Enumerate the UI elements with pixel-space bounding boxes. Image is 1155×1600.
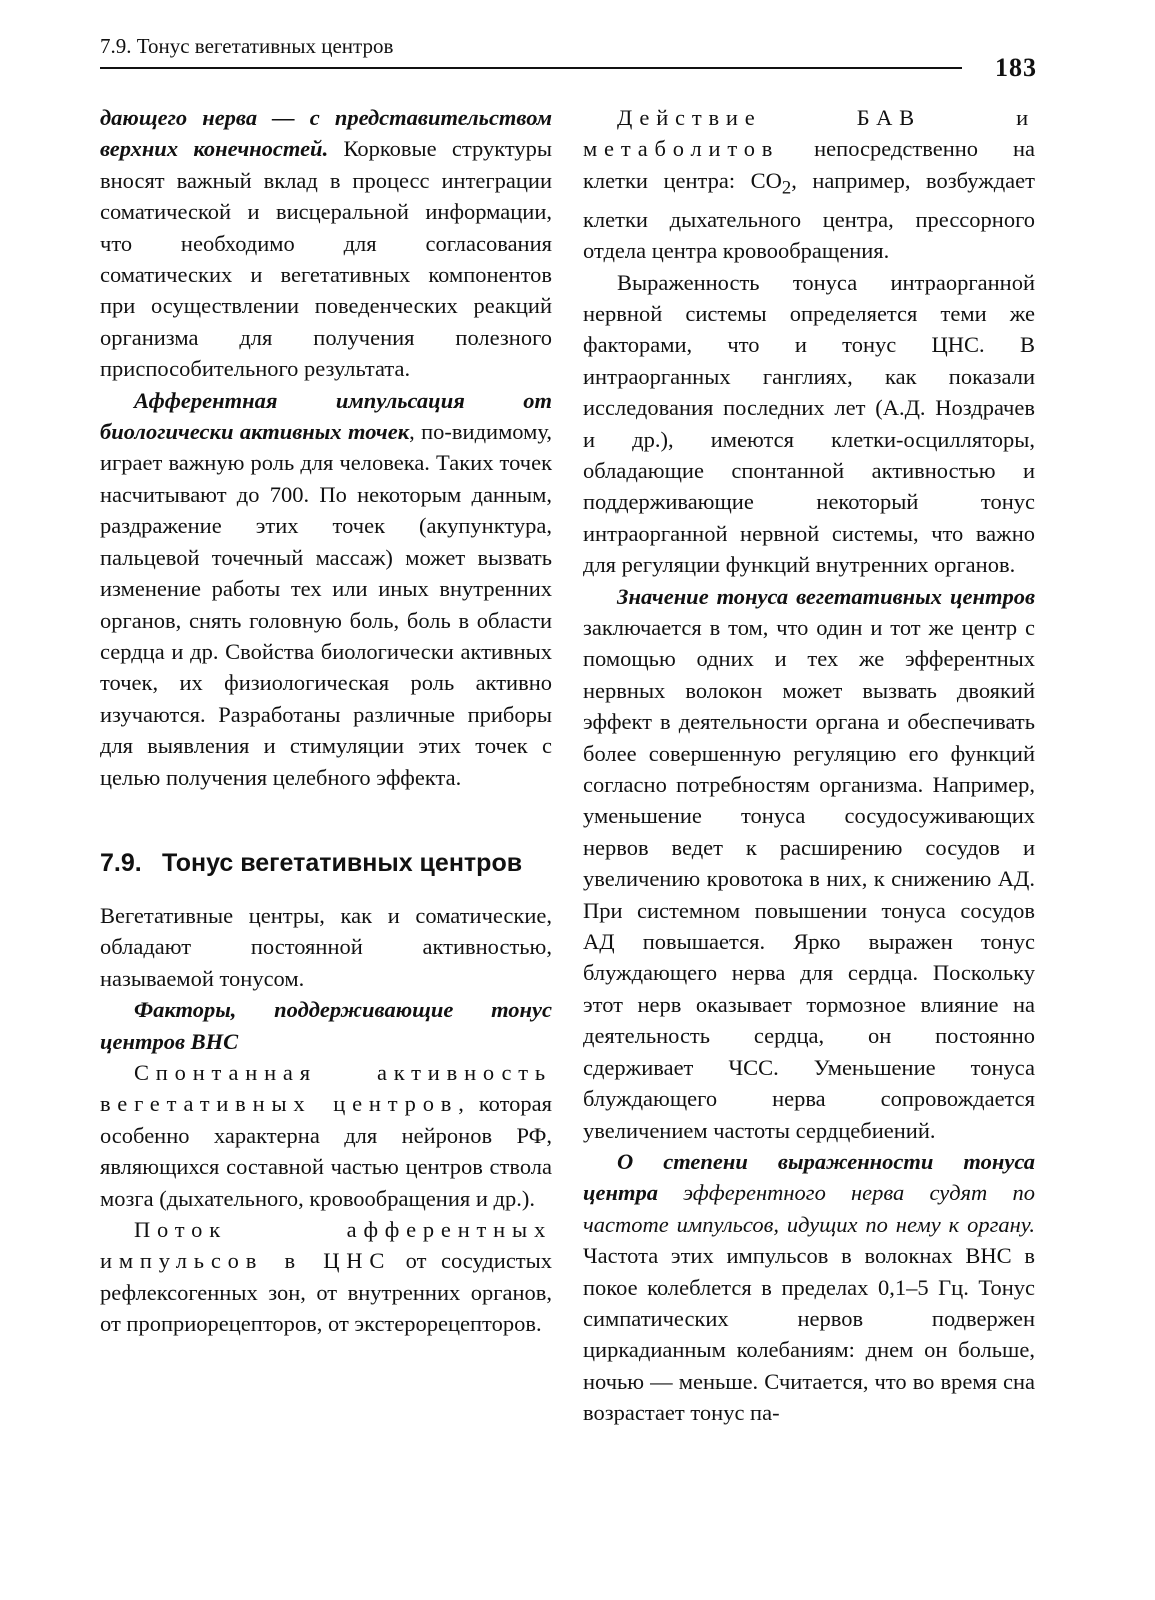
paragraph [100, 385, 552, 793]
emphasis-text: Факторы, поддерживающие тонус центров ВНС [100, 997, 552, 1054]
section-heading [100, 847, 552, 879]
paragraph [100, 1057, 552, 1214]
subheading [100, 994, 552, 1057]
body-text: , например, возбуждает клетки дыхательного центра, прессорного отдела центра кровообращения. [583, 167, 1035, 264]
page-number: 183 [995, 53, 1037, 82]
left-column [100, 102, 552, 1340]
paragraph [100, 900, 552, 994]
right-column [583, 102, 1035, 1429]
body-text: , по-видимому, играет важную роль для человека. Таких точек насчитывают до 700. По некоторым данным, раздражение этих точек (акупунктура, пальцевой точечный массаж) может вызвать изменение работы тех или иных внутренних органов, снять головную боль, боль в области сердца и др. Свойства биологически активных точек, их физиологическая роль активно изучаются. Разработаны различные приборы для выявления и стимуляции этих точек с целью получения целебного эффекта. [100, 419, 552, 790]
section-number: 7.9. [100, 848, 142, 877]
body-text: заключается в том, что один и тот же центр с помощью одних и тех же эфферентных нервных волокон может вызвать двоякий эффект в деятельности органа и обеспечивать более совершенную регуляцию его функций согласно потребностям организма. Например, уменьшение тонуса сосудосуживающих нервов ведет к расширению сосудов и увеличению кровотока в них, к снижению АД. При системном повышении тонуса сосудов АД повышается. Ярко выражен тонус блуждающего нерва для сердца. Поскольку этот нерв оказывает тормозное влияние на деятельность сердца, он постоянно сдерживает ЧСС. Уменьшение тонуса блуждающего нерва сопровождается увеличением частоты сердцебиений. [583, 615, 1035, 1143]
paragraph [583, 581, 1035, 1146]
emphasis-text: О степени выраженности тонуса центра [583, 1148, 1035, 1206]
subscript: 2 [781, 177, 792, 199]
paragraph [583, 1146, 1035, 1429]
body-text: , которая особенно характерна для нейронов РФ, являющихся составной частью центров ствола мозга (дыхательного, кровообращения и др.). [100, 1091, 552, 1211]
body-text: Вегетативные центры, как и соматические, обладают постоянной активностью, называемой тонусом. [100, 902, 552, 991]
body-text: Корковые структуры вносят важный вклад в процесс интеграции соматической и висцеральной информации, что необходимо для согласования соматических и вегетативных компонентов при осуществлении поведенческих реакций организма для получения полезного приспособительного результата. [100, 136, 552, 382]
body-text: от сосудистых рефлексогенных зон, от внутренних органов, от проприорецепторов, от экстерорецепторов. [100, 1248, 552, 1337]
spaced-emphasis: Спонтанная активность вегетативных центров [100, 1059, 552, 1117]
body-text: Выраженность тонуса интраорганной нервной системы определяется теми же факторами, что и тонус ЦНС. В интраорганных ганглиях, как показали исследования последних лет (А.Д. Ноздрачев и др.), имеются клетки-осцилляторы, обладающие спонтанной активностью и поддерживающие некоторый тонус интраорганной нервной системы, что важно для регуляции функций внутренних органов. [583, 269, 1035, 578]
running-title: 7.9. Тонус вегетативных центров [100, 34, 394, 58]
emphasis-text: дающего нерва — с представительством верхних конечностей. [100, 105, 552, 162]
body-text: Частота этих импульсов в волокнах ВНС в покое колеблется в пределах 0,1–5 Гц. Тонус симпатических нервов подвержен циркадианным колебаниям: днем он больше, ночью — меньше. Считается, что во время сна возрастает тонус па- [583, 1243, 1035, 1426]
header-rule [100, 67, 962, 69]
paragraph [100, 1214, 552, 1340]
emphasis-text: Значение тонуса вегетативных центров [617, 583, 1035, 609]
emphasis-text: Афферентная импульсация от биологически активных точек [100, 387, 552, 445]
spaced-emphasis: Действие БАВ и метаболитов [583, 105, 1035, 162]
paragraph [583, 267, 1035, 581]
paragraph [100, 102, 552, 385]
italic-text: эфферентного нерва судят по частоте импульсов, идущих по нему к органу. [583, 1180, 1035, 1237]
paragraph [583, 102, 1035, 267]
spaced-emphasis: Поток афферентных импульсов в ЦНС [100, 1217, 552, 1274]
section-title: Тонус вегетативных центров [162, 848, 523, 877]
body-text: непосредственно на клетки центра: CO [583, 136, 1035, 193]
